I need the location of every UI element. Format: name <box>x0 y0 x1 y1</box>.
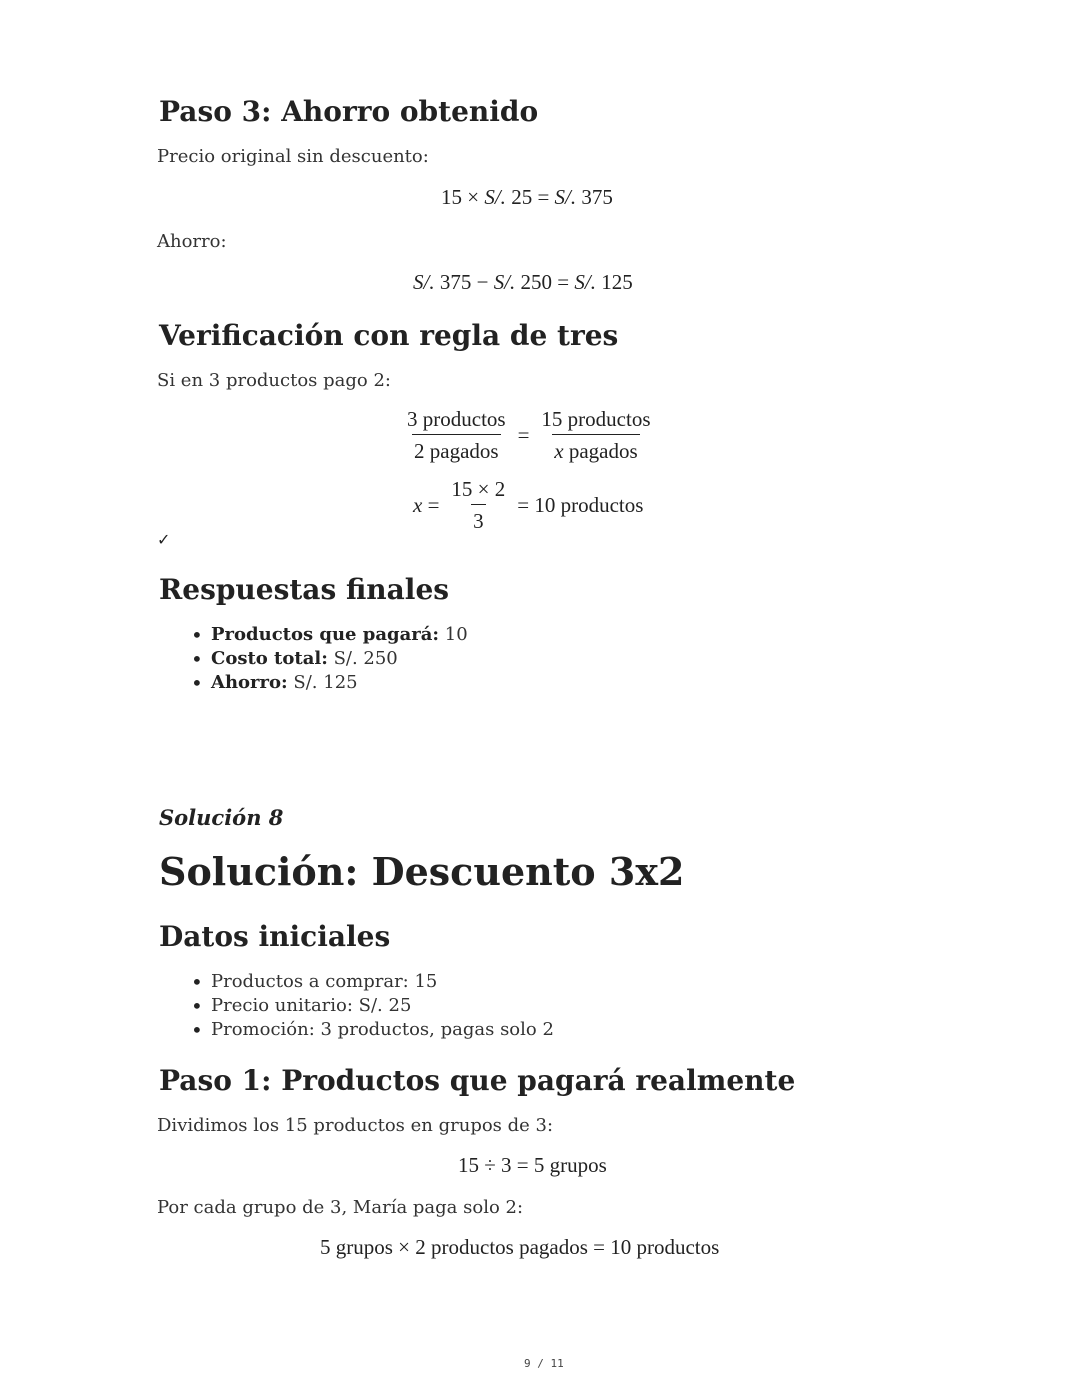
paso1-heading: Paso 1: Productos que pagará realmente <box>159 1064 796 1097</box>
datos-list <box>187 970 554 1042</box>
list-item: • Productos a comprar: 15 <box>187 970 554 994</box>
solucion8-subtitle: Solución 8 <box>159 805 284 830</box>
list-item: • Costo total: S/. 250 <box>187 647 468 671</box>
check-icon: ✓ <box>157 530 171 549</box>
proportion-equation: $\frac{\text{3 productos}}{\text{2 pagados}}$ = $\frac{\text{15 productos}}{\text{x pagados}}$ <box>407 407 651 463</box>
ahorro-equation: S/. 375 − S/. 250 = S/. 125 <box>413 270 633 294</box>
list-item: • Productos que pagará: 10 <box>187 623 468 647</box>
paso3-heading: Paso 3: Ahorro obtenido <box>159 95 539 128</box>
datos-heading: Datos iniciales <box>159 920 391 953</box>
list-item: • Promoción: 3 productos, pagas solo 2 <box>187 1018 554 1042</box>
page-number: 9 / 11 <box>524 1357 564 1370</box>
fraction-15x2-over-3: $\frac{15 \times 2}{3}$ <box>451 477 506 533</box>
grupos-equation: 15 ÷ 3 = 5 grupos <box>458 1153 607 1177</box>
paso1-intro: Dividimos los 15 productos en grupos de 3: <box>157 1115 554 1136</box>
solucion8-title: Solución: Descuento 3x2 <box>159 849 685 894</box>
paso1-intro2: Por cada grupo de 3, María paga solo 2: <box>157 1197 524 1218</box>
respuestas-heading: Respuestas finales <box>159 573 450 606</box>
fraction-15-productos: $\frac{\text{15 productos}}{\text{x pagados}}$ <box>541 407 651 463</box>
precio-original-label: Precio original sin descuento: <box>157 146 429 167</box>
x-solution-equation: x = $\frac{15 \times 2}{3}$ = 10 productos <box>413 477 644 533</box>
productos-pagados-equation: 5 grupos × 2 productos pagados = 10 productos <box>320 1235 720 1259</box>
list-item: • Ahorro: S/. 125 <box>187 671 468 695</box>
precio-original-equation: 15 × S/. 25 = S/. 375 <box>441 185 613 209</box>
respuestas-list <box>187 623 468 695</box>
ahorro-label: Ahorro: <box>157 231 227 252</box>
list-item: • Precio unitario: S/. 25 <box>187 994 554 1018</box>
fraction-productos-pagados: $\frac{\text{3 productos}}{\text{2 pagados}}$ <box>407 407 506 463</box>
verificacion-heading: Verificación con regla de tres <box>159 319 619 352</box>
verificacion-intro: Si en 3 productos pago 2: <box>157 370 391 391</box>
